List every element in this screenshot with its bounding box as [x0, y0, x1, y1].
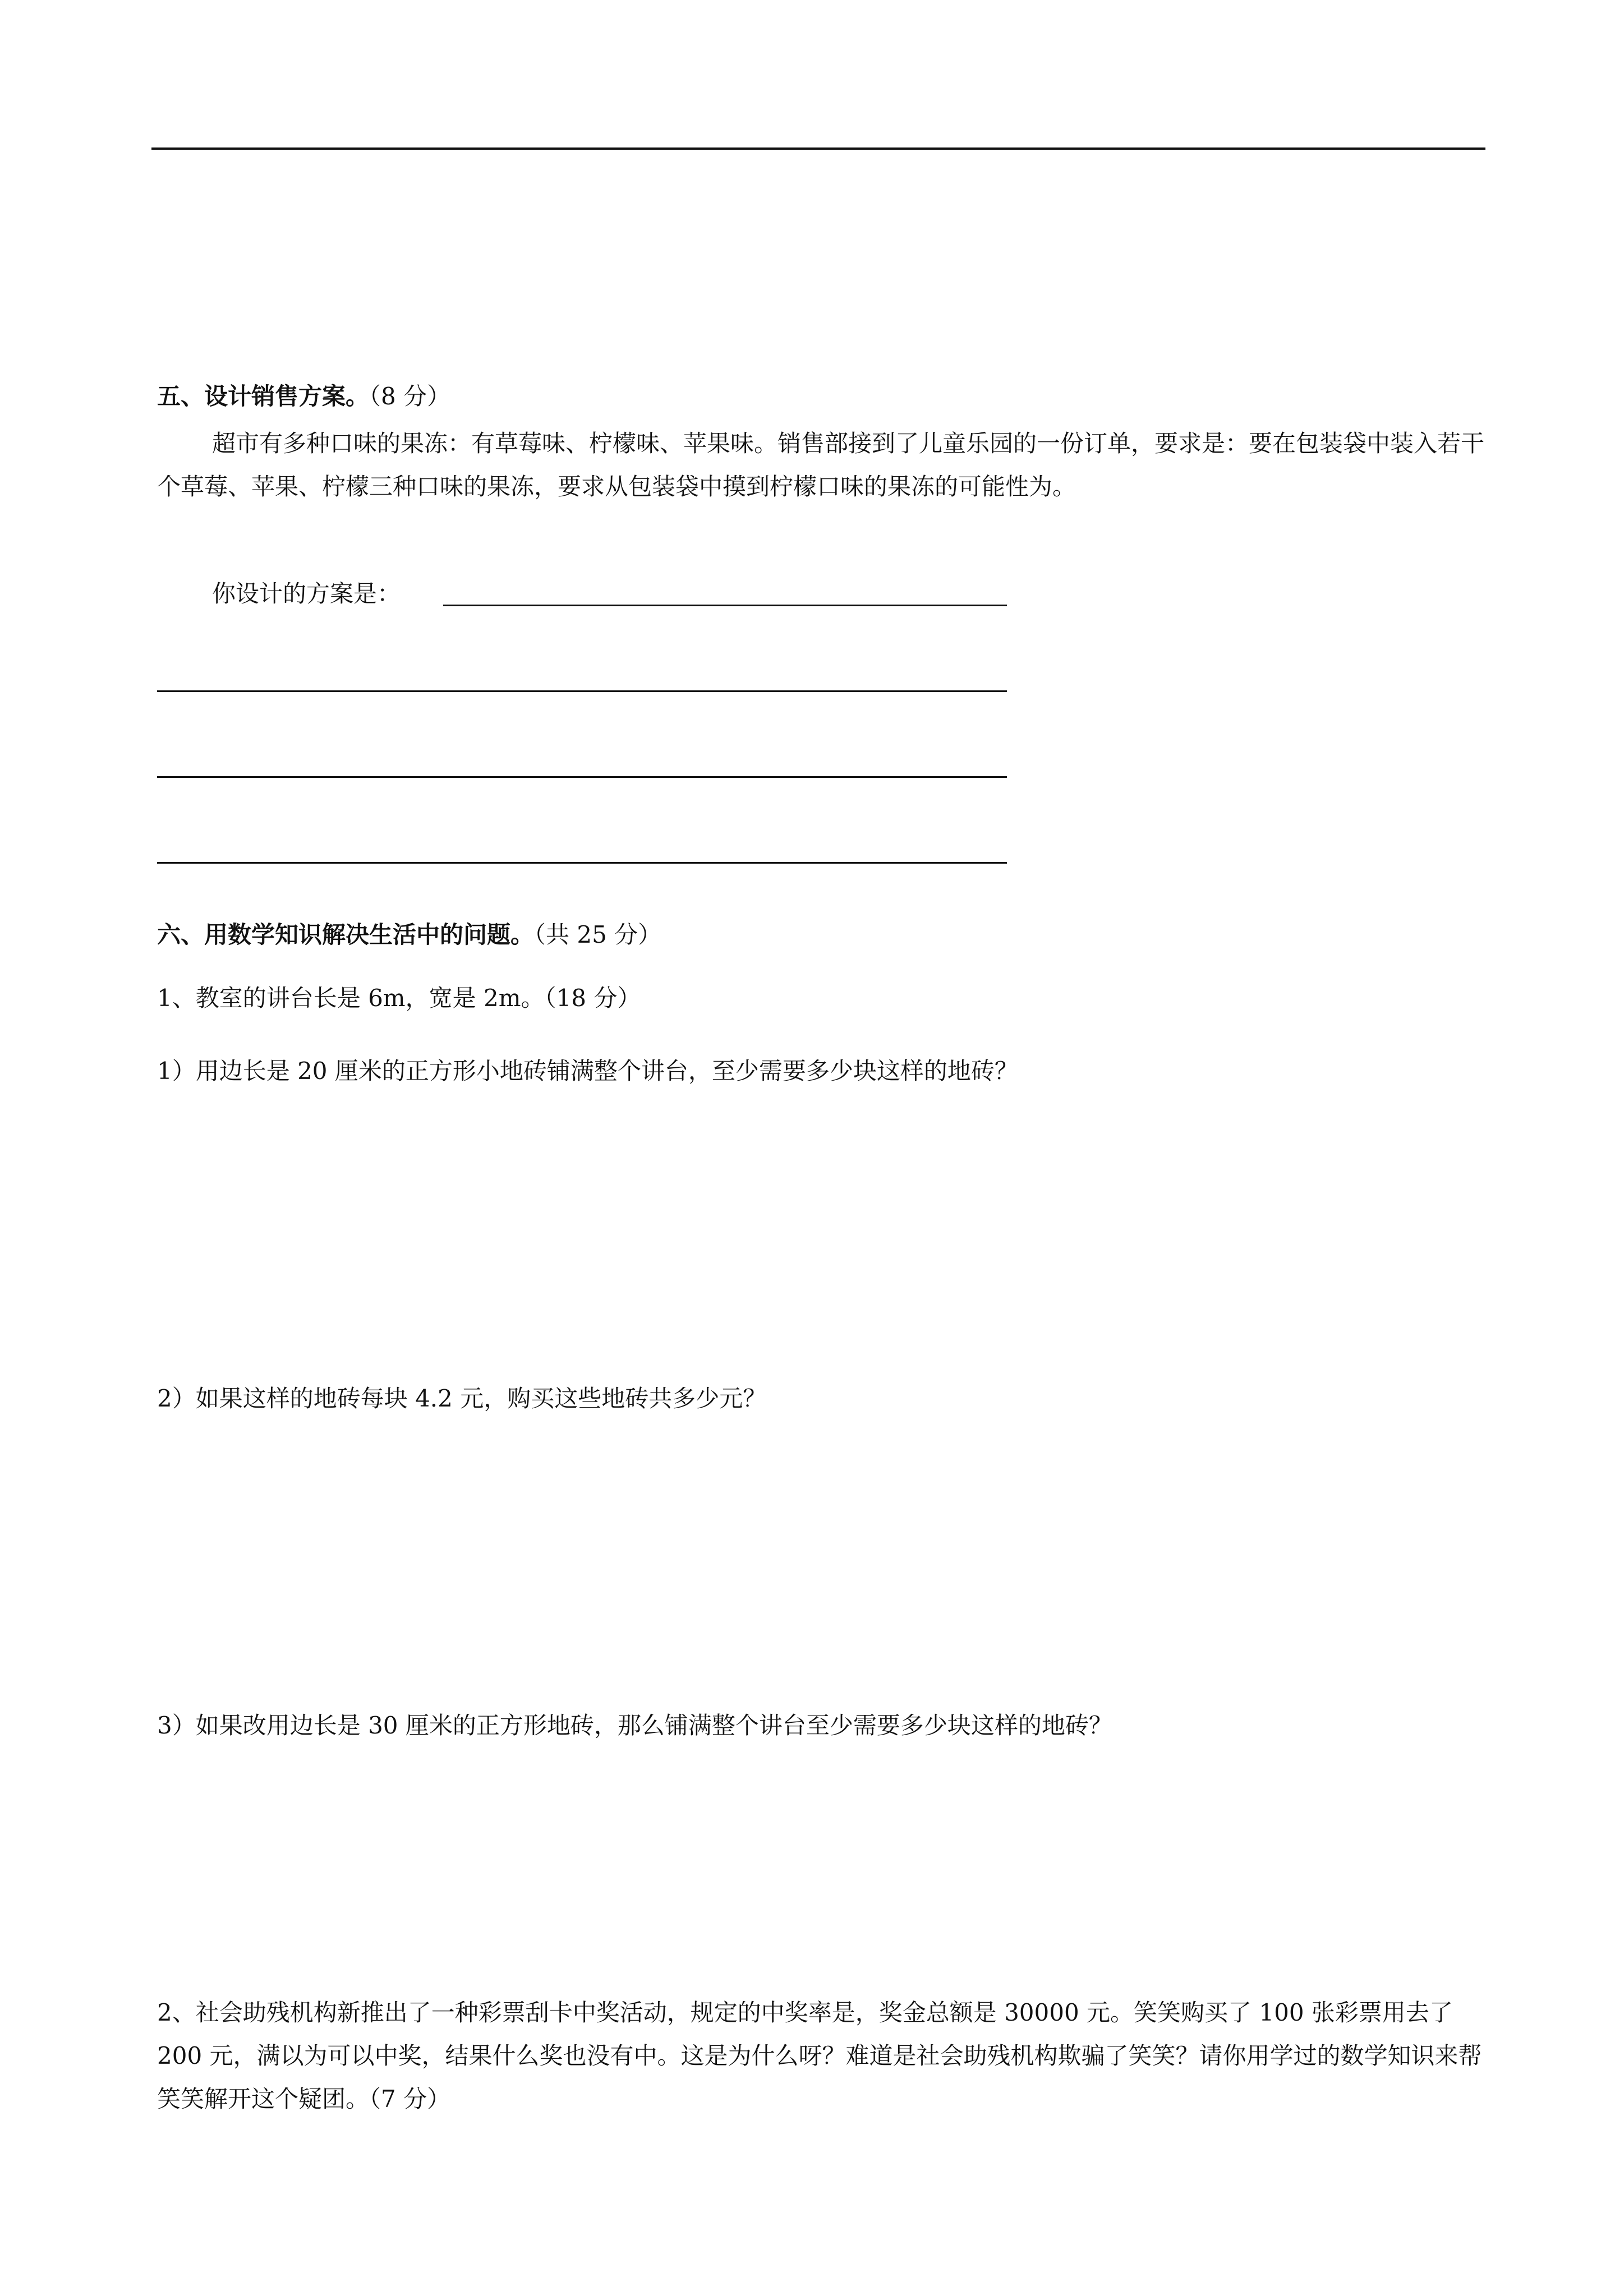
section-5-title: 五、设计销售方案。 [157, 382, 370, 410]
answer-line-1[interactable] [443, 605, 1007, 606]
section-5-paragraph: 超市有多种口味的果冻：有草莓味、柠檬味、苹果味。销售部接到了儿童乐园的一份订单，要求是：要在包装袋中装入若干个草莓、苹果、柠檬三种口味的果冻，要求从包装袋中摸到柠檬口味的果冻的可能性为。 [157, 430, 1485, 500]
question-1-1: 1）用边长是 20 厘米的正方形小地砖铺满整个讲台，至少需要多少块这样的地砖？ [157, 1057, 1018, 1085]
section-6-heading [157, 914, 661, 956]
section-5-heading [157, 376, 450, 417]
header-rule [151, 147, 1485, 150]
section-5-score: （8 分） [369, 382, 451, 410]
question-1-2: 2）如果这样的地砖每块 4.2 元，购买这些地砖共多少元？ [157, 1385, 767, 1412]
question-1-3: 3）如果改用边长是 30 厘米的正方形地砖，那么铺满整个讲台至少需要多少块这样的地砖？ [157, 1712, 1112, 1739]
section-6-title: 六、用数学知识解决生活中的问题。 [157, 921, 535, 948]
answer-prompt: 你设计的方案是： [212, 580, 401, 607]
question-1: 1、教室的讲台长是 6m，宽是 2m。（18 分） [157, 984, 641, 1012]
answer-line-2[interactable] [157, 690, 1007, 692]
section-6-score: （共 25 分） [534, 921, 662, 948]
question-2: 2、社会助残机构新推出了一种彩票刮卡中奖活动，规定的中奖率是，奖金总额是 30000 元。笑笑购买了 100 张彩票用去了 200 元，满以为可以中奖，结果什么奖也没有中。这是为什么呀？难道是社会助残机构欺骗了笑笑？请你用学过的数学知识来帮笑笑解开这个疑团。（7 分） [157, 1999, 1482, 2113]
answer-line-3[interactable] [157, 776, 1007, 778]
answer-line-4[interactable] [157, 862, 1007, 864]
